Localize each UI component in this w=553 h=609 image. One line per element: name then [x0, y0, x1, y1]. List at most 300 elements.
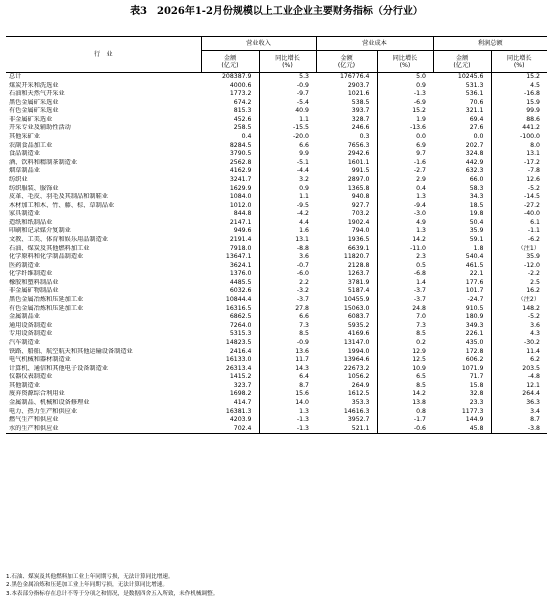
cost-growth-cell: 5.0 — [416, 73, 426, 80]
cost-amount-cell: 246.6 — [316, 124, 377, 133]
cost-amount-cell: 7656.3 — [316, 142, 377, 151]
revenue-amount-cell: 815.3 — [201, 107, 259, 116]
table-row — [6, 339, 547, 348]
cost-amount-cell: 1994.0 — [316, 348, 377, 357]
industry-name-cell: 水的生产和供应业 — [6, 425, 201, 434]
profit-amount-cell: -24.7 — [433, 296, 491, 305]
cost-growth-cell: 10.9 — [412, 364, 426, 372]
cost-growth-cell: -1.6 — [413, 158, 426, 166]
cost-growth-cell: 12.9 — [412, 347, 426, 355]
revenue-amount-cell: 674.2 — [201, 99, 259, 108]
profit-growth-cell: 8.7 — [530, 416, 540, 424]
industry-name-cell: 石油、煤炭及其他燃料加工业 — [9, 244, 90, 252]
cost-growth-header: 同比增长 (%) — [377, 51, 433, 73]
cost-growth-cell: 1.3 — [416, 193, 426, 201]
profit-amount-cell: 66.0 — [433, 176, 491, 185]
profit-growth-cell: 12.6 — [526, 175, 540, 183]
table-row — [6, 408, 547, 417]
revenue-amount-cell: 2562.8 — [201, 159, 259, 168]
table-row — [6, 90, 547, 99]
profit-amount-cell: 172.8 — [433, 348, 491, 357]
cost-amount-cell: 2897.0 — [316, 176, 377, 185]
revenue-growth-cell: 5.3 — [299, 73, 309, 80]
profit-growth-cell: -12.0 — [523, 261, 540, 269]
table-title: 表3 2026年1-2月份规模以上工业企业主要财务指标（分行业） — [130, 6, 423, 17]
cost-amount-cell: 1056.2 — [316, 373, 377, 382]
cost-amount-cell: 13147.0 — [316, 339, 377, 348]
industry-name-cell: 金属制品、机械和设备修理业 — [9, 398, 90, 406]
profit-amount-cell: 226.1 — [433, 330, 491, 339]
cost-amount-cell: 5187.4 — [316, 287, 377, 296]
cost-amount-cell: 10455.9 — [316, 296, 377, 305]
footnote: 2.黑色金属冶炼和压延加工业上年同期亏损，无法计算同比增速。 — [6, 582, 168, 589]
cost-growth-cell: 2.9 — [416, 175, 426, 183]
profit-growth-cell: 16.2 — [526, 287, 540, 295]
table-row — [6, 270, 547, 279]
table-row — [6, 167, 547, 176]
table-row — [6, 382, 547, 391]
cost-growth-cell: 1.9 — [416, 115, 426, 123]
table-row — [6, 287, 547, 296]
cost-amount-cell: 1936.5 — [316, 236, 377, 245]
profit-amount-cell: 321.1 — [433, 107, 491, 116]
industry-name-cell: 纺织业 — [9, 175, 28, 183]
profit-amount-cell: 540.4 — [433, 253, 491, 262]
profit-amount-cell: 23.3 — [433, 399, 491, 408]
cost-amount-cell: 0.3 — [316, 133, 377, 142]
profit-amount-cell: 324.8 — [433, 150, 491, 159]
table-row — [6, 245, 547, 254]
revenue-growth-cell: -4.4 — [296, 167, 309, 175]
profit-amount-cell: 59.1 — [433, 236, 491, 245]
profit-growth-cell: 15.9 — [526, 98, 540, 106]
industry-name-cell: 煤炭开采和洗选业 — [9, 81, 59, 89]
revenue-amount-cell: 3790.5 — [201, 150, 259, 159]
cost-amount-cell: 940.8 — [316, 193, 377, 202]
profit-amount-cell: 69.4 — [433, 116, 491, 125]
profit-amount-cell: 461.5 — [433, 262, 491, 271]
profit-amount-cell: 101.7 — [433, 287, 491, 296]
revenue-growth-cell: -1.3 — [259, 425, 316, 434]
table-row — [6, 159, 547, 168]
profit-growth-cell: 36.3 — [526, 398, 540, 406]
revenue-amount-cell: 4162.9 — [201, 167, 259, 176]
profit-growth-cell: 13.1 — [526, 150, 540, 158]
revenue-amount-cell: 14823.5 — [201, 339, 259, 348]
industry-name-cell: 造纸和纸制品业 — [9, 218, 53, 226]
profit-growth-cell: -4.8 — [527, 373, 540, 381]
table-row — [6, 356, 547, 365]
profit-growth-cell: -100.0 — [520, 133, 540, 141]
revenue-growth-cell: 27.8 — [295, 304, 309, 312]
revenue-growth-cell: 11.7 — [295, 356, 309, 364]
revenue-growth-cell: -8.8 — [296, 244, 309, 252]
cost-amount-cell: 3952.7 — [316, 416, 377, 425]
cost-growth-cell: 6.9 — [416, 141, 426, 149]
industry-name-cell: 文教、工美、体育和娱乐用品制造业 — [9, 235, 108, 243]
table-row — [6, 425, 547, 434]
profit-amount-header: 金额 (亿元) — [433, 51, 491, 73]
cost-amount-cell: 1021.6 — [316, 90, 377, 99]
revenue-amount-cell: 258.5 — [201, 124, 259, 133]
revenue-amount-cell: 6032.6 — [201, 287, 259, 296]
industry-name-cell: 纺织服装、服饰业 — [9, 184, 59, 192]
revenue-growth-cell: 6.6 — [299, 141, 309, 149]
cost-amount-cell: 991.5 — [316, 167, 377, 176]
industry-name-cell: 仪器仪表制造业 — [9, 373, 53, 381]
table-row — [6, 202, 547, 211]
revenue-amount-cell: 1012.0 — [201, 202, 259, 211]
revenue-growth-cell: 14.0 — [295, 398, 309, 406]
table-row — [6, 82, 547, 91]
cost-amount-cell: 521.1 — [316, 425, 377, 434]
industry-name-cell: 有色金属冶炼和压延加工业 — [9, 304, 84, 312]
cost-growth-cell: -0.6 — [377, 425, 433, 434]
industry-name-cell: 农副食品加工业 — [9, 141, 53, 149]
industry-name-cell: 电气机械和器材制造业 — [9, 356, 71, 364]
cost-amount-cell: 22673.2 — [316, 365, 377, 374]
footnote: 1.石油、煤炭及其他燃料加工业上年同期亏损，无法计算同比增速。 — [6, 574, 174, 580]
revenue-growth-cell: -0.7 — [296, 261, 309, 269]
cost-amount-cell: 11820.7 — [316, 253, 377, 262]
industry-name-cell: 医药制造业 — [9, 261, 40, 269]
profit-growth-cell: -17.2 — [523, 158, 540, 166]
cost-growth-cell: -13.6 — [409, 124, 426, 132]
cost-amount-cell: 4169.6 — [316, 330, 377, 339]
cost-amount-cell: 2903.7 — [316, 82, 377, 91]
profit-amount-cell: 34.3 — [433, 193, 491, 202]
industry-name-cell: 铁路、船舶、航空航天和其他运输设备制造业 — [9, 347, 133, 355]
industry-name-cell: 专用设备制造业 — [9, 330, 53, 338]
cost-growth-cell: -11.0 — [409, 244, 426, 252]
profit-growth-header: 同比增长 (%) — [491, 51, 547, 73]
cost-growth-cell: 0.0 — [416, 133, 426, 141]
industry-name-cell: 通用设备制造业 — [9, 321, 53, 329]
cost-growth-cell: -3.7 — [413, 287, 426, 295]
revenue-amount-cell: 6862.5 — [201, 313, 259, 322]
cost-growth-cell: 9.7 — [416, 150, 426, 158]
table-body — [6, 73, 547, 434]
profit-amount-cell: 180.9 — [433, 313, 491, 322]
revenue-growth-cell: 40.9 — [295, 107, 309, 115]
cost-amount-cell: 3781.9 — [316, 279, 377, 288]
profit-amount-cell: 177.6 — [433, 279, 491, 288]
industry-name-cell: 木材加工和木、竹、藤、棕、草制品业 — [9, 201, 115, 209]
profit-growth-cell: 3.4 — [530, 407, 540, 415]
revenue-growth-cell: -3.2 — [296, 287, 309, 295]
revenue-amount-cell: 10844.4 — [201, 296, 259, 305]
cost-growth-cell: -3.7 — [413, 296, 426, 304]
revenue-growth-cell: -4.2 — [296, 210, 309, 218]
cost-growth-cell: -6.8 — [413, 270, 426, 278]
revenue-amount-cell: 7264.0 — [201, 322, 259, 331]
table-row — [6, 416, 547, 425]
table-row — [6, 236, 547, 245]
cost-growth-cell: 24.8 — [412, 304, 426, 312]
industry-name-cell: 食品制造业 — [9, 150, 40, 158]
cost-amount-cell: 2942.6 — [316, 150, 377, 159]
industry-name-cell: 废弃资源综合利用业 — [9, 390, 65, 398]
profit-amount-cell: 632.3 — [433, 167, 491, 176]
profit-growth-cell: 3.6 — [530, 321, 540, 329]
cost-growth-cell: -1.7 — [413, 416, 426, 424]
profit-growth-cell: 4.3 — [530, 330, 540, 338]
profit-amount-cell: 536.1 — [433, 90, 491, 99]
revenue-amount-cell: 2147.1 — [201, 219, 259, 228]
revenue-amount-cell: 1084.0 — [201, 193, 259, 202]
industry-name-cell: 计算机、通信和其他电子设备制造业 — [9, 364, 108, 372]
industry-name-cell: 汽车制造业 — [9, 338, 40, 346]
profit-amount-cell: 202.7 — [433, 142, 491, 151]
industry-name-cell: 其他采矿业 — [9, 133, 40, 141]
profit-growth-cell: 99.9 — [526, 107, 540, 115]
cost-amount-cell: 13964.6 — [316, 356, 377, 365]
industry-name-cell: 开采专业及辅助性活动 — [9, 124, 71, 132]
table-row — [6, 150, 547, 159]
footnotes — [6, 573, 547, 598]
cost-amount-cell: 6639.1 — [316, 245, 377, 254]
profit-amount-cell: 27.6 — [433, 124, 491, 133]
cost-growth-cell: 0.2 — [416, 338, 426, 346]
cost-growth-cell: 0.9 — [416, 81, 426, 89]
cost-growth-cell: 6.5 — [416, 373, 426, 381]
cost-growth-cell: 8.5 — [416, 381, 426, 389]
profit-growth-cell: 35.9 — [526, 253, 540, 261]
revenue-amount-cell: 16381.3 — [201, 408, 259, 417]
cost-amount-cell: 6083.7 — [316, 313, 377, 322]
revenue-growth-cell: 6.6 — [299, 313, 309, 321]
industry-name-cell: 石油和天然气开采业 — [9, 90, 65, 98]
profit-amount-cell: 71.7 — [433, 373, 491, 382]
table-row — [6, 399, 547, 408]
table-row — [6, 124, 547, 133]
table-row — [6, 99, 547, 108]
revenue-amount-cell: 1415.2 — [201, 373, 259, 382]
table-row — [6, 322, 547, 331]
cost-growth-cell: 0.5 — [416, 261, 426, 269]
profit-growth-cell: 88.6 — [526, 115, 540, 123]
revenue-growth-cell: 3.6 — [299, 253, 309, 261]
profit-growth-cell: 15.2 — [526, 73, 540, 80]
revenue-amount-cell: 0.4 — [201, 133, 259, 142]
revenue-amount-cell: 1698.2 — [201, 390, 259, 399]
profit-growth-cell: 2.5 — [530, 278, 540, 286]
profit-growth-cell: 203.5 — [522, 364, 540, 372]
cost-growth-cell: 1.4 — [416, 278, 426, 286]
table-row — [6, 142, 547, 151]
table-row — [6, 210, 547, 219]
profit-growth-cell: -1.1 — [527, 227, 540, 235]
revenue-growth-cell: 8.7 — [299, 381, 309, 389]
table-row — [6, 116, 547, 125]
cost-growth-cell: 1.3 — [416, 227, 426, 235]
revenue-growth-cell: 4.4 — [299, 218, 309, 226]
revenue-amount-cell: 16133.0 — [201, 356, 259, 365]
cost-growth-cell: -9.4 — [413, 201, 426, 209]
industry-name-cell: 家具制造业 — [9, 210, 40, 218]
revenue-amount-cell: 4203.9 — [201, 416, 259, 425]
table-row — [6, 185, 547, 194]
revenue-amount-cell: 8284.5 — [201, 142, 259, 151]
profit-amount-cell: 1.8 — [433, 245, 491, 254]
profit-amount-cell: 1071.9 — [433, 365, 491, 374]
revenue-amount-cell: 16316.5 — [201, 305, 259, 314]
cost-amount-cell: 264.9 — [316, 382, 377, 391]
revenue-growth-cell: -0.9 — [296, 81, 309, 89]
cost-growth-cell: 2.3 — [416, 253, 426, 261]
cost-growth-cell: -2.7 — [413, 167, 426, 175]
industry-name-cell: 其他制造业 — [9, 381, 40, 389]
table-row — [6, 133, 547, 142]
revenue-growth-cell: 9.9 — [299, 150, 309, 158]
cost-growth-cell: 14.2 — [412, 390, 426, 398]
industry-name-cell: 化学纤维制造业 — [9, 270, 53, 278]
revenue-group-header: 营业收入 — [201, 37, 316, 51]
cost-amount-cell: 5935.2 — [316, 322, 377, 331]
revenue-growth-cell: -9.7 — [296, 90, 309, 98]
cost-amount-cell: 328.7 — [316, 116, 377, 125]
industry-name-cell: 电力、热力生产和供应业 — [9, 407, 78, 415]
table-row — [6, 262, 547, 271]
revenue-growth-cell: -5.4 — [296, 98, 309, 106]
revenue-amount-cell: 1773.2 — [201, 90, 259, 99]
profit-amount-cell: 22.1 — [433, 270, 491, 279]
profit-growth-cell: -5.2 — [527, 313, 540, 321]
profit-growth-cell: 6.2 — [530, 356, 540, 364]
revenue-amount-cell: 2416.4 — [201, 348, 259, 357]
cost-amount-cell: 2128.8 — [316, 262, 377, 271]
cost-growth-cell: 7.0 — [416, 313, 426, 321]
profit-growth-cell: -14.5 — [523, 193, 540, 201]
revenue-growth-cell: 6.4 — [299, 373, 309, 381]
profit-growth-cell: 264.4 — [522, 390, 540, 398]
revenue-amount-cell: 26313.4 — [201, 365, 259, 374]
cost-amount-cell: 353.3 — [316, 399, 377, 408]
revenue-amount-cell: 844.8 — [201, 210, 259, 219]
profit-amount-cell: 0.0 — [433, 133, 491, 142]
table-row — [6, 193, 547, 202]
cost-growth-cell: 12.5 — [412, 356, 426, 364]
cost-amount-cell: 927.7 — [316, 202, 377, 211]
profit-growth-cell: 6.1 — [530, 218, 540, 226]
profit-growth-cell: 8.0 — [530, 141, 540, 149]
table-row — [6, 253, 547, 262]
revenue-growth-cell: 1.6 — [299, 227, 309, 235]
cost-amount-cell: 1263.7 — [316, 270, 377, 279]
table-row — [6, 296, 547, 305]
revenue-amount-cell: 5315.3 — [201, 330, 259, 339]
profit-amount-cell: 70.6 — [433, 99, 491, 108]
profit-amount-cell: 32.8 — [433, 390, 491, 399]
table-row — [6, 219, 547, 228]
industry-name-cell: 皮革、毛皮、羽毛及其制品和制鞋业 — [9, 193, 108, 201]
profit-amount-cell: 442.9 — [433, 159, 491, 168]
revenue-growth-cell: -5.1 — [296, 158, 309, 166]
profit-growth-cell: 11.4 — [526, 347, 540, 355]
cost-amount-header: 金额 (亿元) — [316, 51, 377, 73]
profit-growth-cell: -6.2 — [527, 235, 540, 243]
profit-growth-cell: 148.2 — [522, 304, 540, 312]
revenue-growth-cell: -9.5 — [296, 201, 309, 209]
revenue-growth-cell: -3.7 — [296, 296, 309, 304]
cost-growth-cell: 8.5 — [416, 330, 426, 338]
table-row — [6, 313, 547, 322]
cost-growth-cell: 0.4 — [416, 184, 426, 192]
cost-growth-cell: 0.8 — [416, 407, 426, 415]
cost-growth-cell: 4.9 — [416, 218, 426, 226]
revenue-amount-cell: 1376.0 — [201, 270, 259, 279]
revenue-growth-cell: 7.3 — [299, 321, 309, 329]
profit-amount-cell: 45.8 — [433, 425, 491, 434]
profit-amount-cell: 531.3 — [433, 82, 491, 91]
cost-growth-cell: 15.2 — [412, 107, 426, 115]
cost-amount-cell: 1365.8 — [316, 185, 377, 194]
revenue-growth-cell: 1.3 — [299, 407, 309, 415]
footnote: 3.本表部分指标存在总计不等于分项之和情况，是数据四舍五入所致，未作机械调整。 — [6, 590, 219, 597]
profit-growth-cell: -3.8 — [491, 425, 547, 434]
table-row — [6, 107, 547, 116]
revenue-amount-cell: 702.4 — [201, 425, 259, 434]
table-row — [6, 365, 547, 374]
revenue-growth-cell: -0.9 — [296, 338, 309, 346]
financial-indicators-table — [6, 36, 547, 434]
table-row — [6, 176, 547, 185]
table-row — [6, 279, 547, 288]
table-row — [6, 390, 547, 399]
profit-amount-cell: 1177.3 — [433, 408, 491, 417]
profit-amount-cell: 435.0 — [433, 339, 491, 348]
revenue-growth-cell: 1.1 — [299, 115, 309, 123]
cost-amount-cell: 176776.4 — [316, 73, 377, 82]
revenue-amount-cell: 3624.1 — [201, 262, 259, 271]
revenue-growth-cell: -20.0 — [292, 133, 309, 141]
revenue-amount-cell: 452.6 — [201, 116, 259, 125]
revenue-growth-cell: -1.3 — [296, 416, 309, 424]
cost-growth-cell: 14.2 — [412, 235, 426, 243]
cost-group-header: 营业成本 — [316, 37, 433, 51]
profit-growth-cell: 441.2 — [522, 124, 540, 132]
table-row — [6, 305, 547, 314]
revenue-growth-cell: 13.1 — [295, 235, 309, 243]
revenue-amount-cell: 4000.6 — [201, 82, 259, 91]
revenue-growth-cell: 13.6 — [295, 347, 309, 355]
revenue-amount-cell: 7918.0 — [201, 245, 259, 254]
profit-growth-cell: （注2） — [517, 296, 540, 304]
industry-name-cell: 黑色金属冶炼和压延加工业 — [9, 296, 84, 304]
revenue-growth-cell: 0.9 — [299, 184, 309, 192]
cost-amount-cell: 703.2 — [316, 210, 377, 219]
profit-amount-cell: 910.5 — [433, 305, 491, 314]
table-row — [6, 227, 547, 236]
profit-amount-cell: 606.2 — [433, 356, 491, 365]
revenue-growth-cell: 3.2 — [299, 175, 309, 183]
cost-growth-cell: -6.9 — [413, 98, 426, 106]
profit-growth-cell: （注1） — [517, 244, 540, 252]
revenue-amount-cell: 1629.9 — [201, 185, 259, 194]
profit-growth-cell: 4.5 — [530, 81, 540, 89]
revenue-growth-cell: -15.5 — [292, 124, 309, 132]
industry-name-cell: 有色金属矿采选业 — [9, 107, 59, 115]
revenue-amount-cell: 414.7 — [201, 399, 259, 408]
industry-name-cell: 橡胶和塑料制品业 — [9, 278, 59, 286]
revenue-growth-header: 同比增长 (%) — [259, 51, 316, 73]
revenue-amount-cell: 4485.5 — [201, 279, 259, 288]
profit-growth-cell: -27.2 — [523, 201, 540, 209]
revenue-amount-cell: 2191.4 — [201, 236, 259, 245]
revenue-amount-header: 金额 (亿元) — [201, 51, 259, 73]
cost-growth-cell: 7.3 — [416, 321, 426, 329]
profit-growth-cell: -7.8 — [527, 167, 540, 175]
